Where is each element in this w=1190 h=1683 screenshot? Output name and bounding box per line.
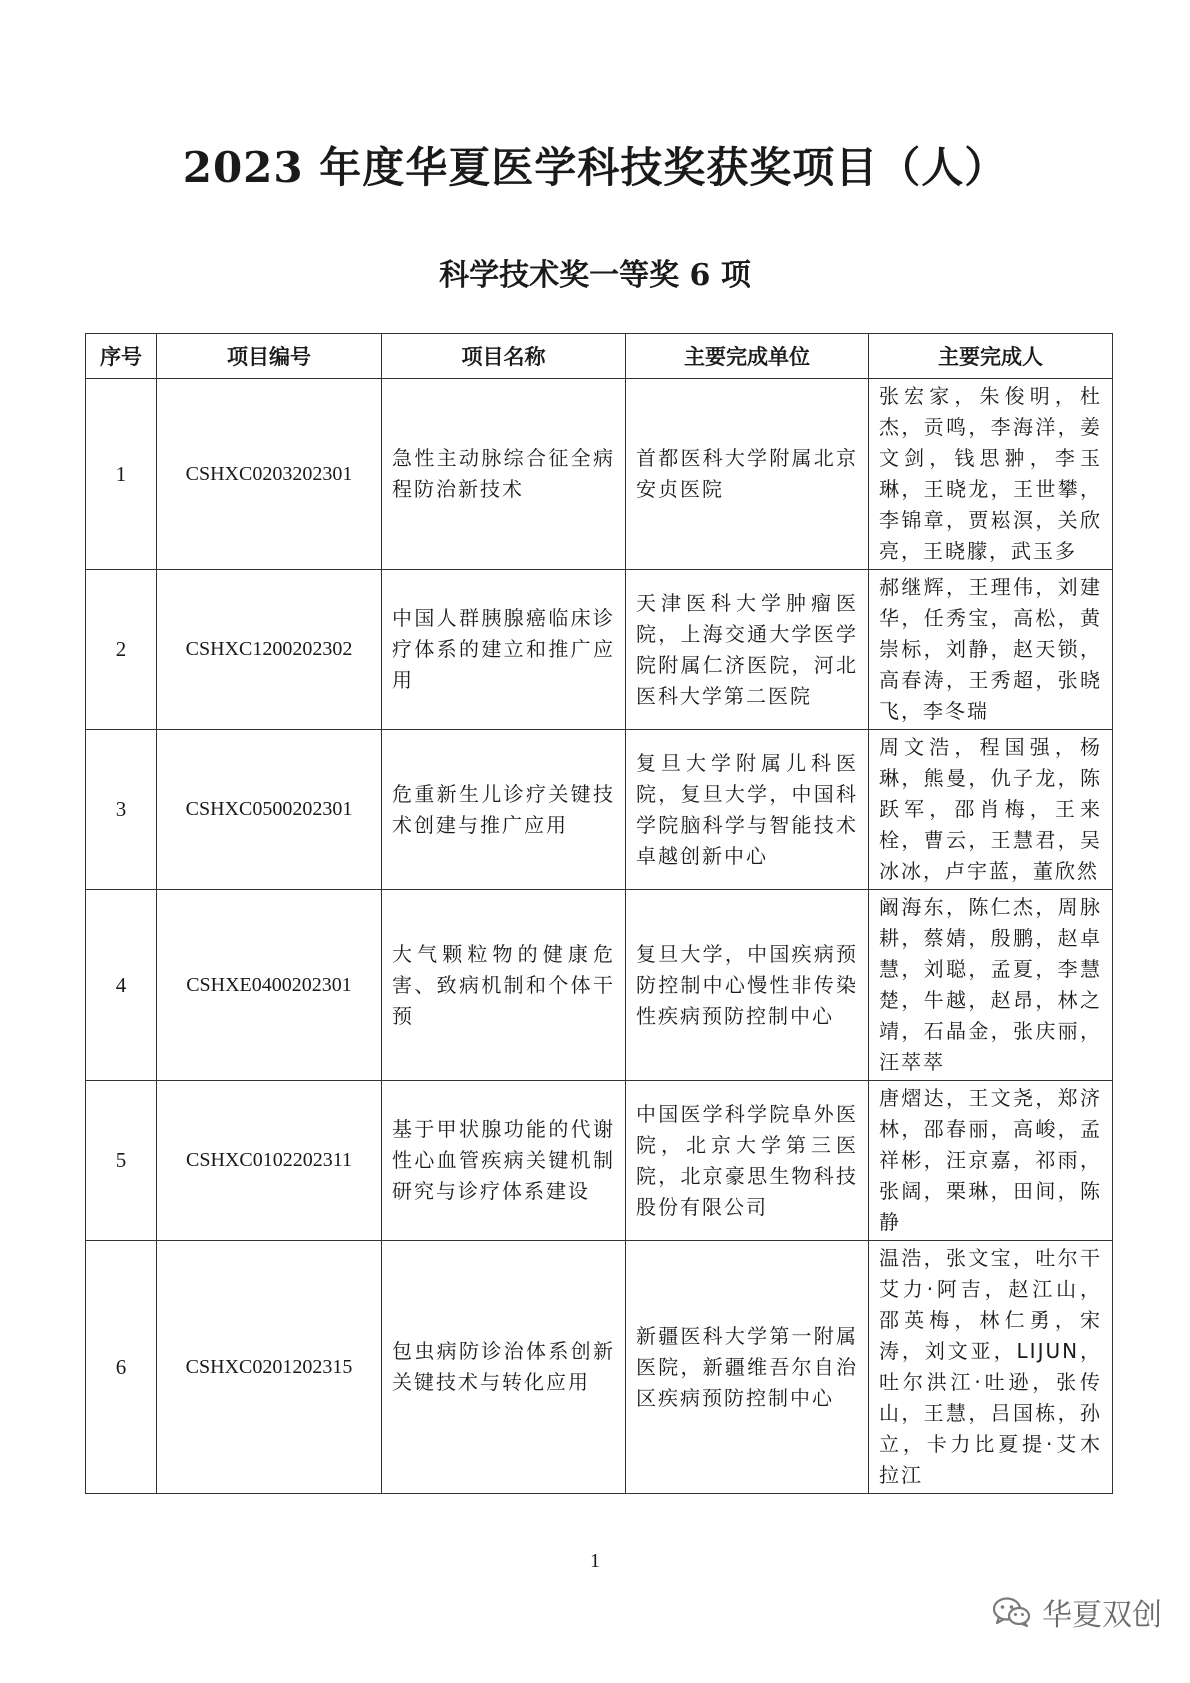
document-title: 2023 年度华夏医学科技奖获奖项目（人） bbox=[182, 143, 1008, 192]
page-number: 1 bbox=[590, 1550, 600, 1572]
row-units: 天津医科大学肿瘤医院，上海交通大学医学院附属仁济医院，河北医科大学第二医院 bbox=[626, 570, 869, 730]
row-units: 复旦大学，中国疾病预防控制中心慢性非传染性疾病预防控制中心 bbox=[626, 890, 869, 1081]
table-header-row bbox=[86, 334, 1113, 379]
row-index: 4 bbox=[86, 890, 157, 1081]
row-people: 张宏家，朱俊明，杜杰，贡鸣，李海洋，姜文剑，钱思翀，李玉琳，王晓龙，王世攀，李锦章，贾崧溟，关欣亮，王晓朦，武玉多 bbox=[869, 379, 1113, 570]
row-people: 周文浩，程国强，杨琳，熊曼，仇子龙，陈跃军，邵肖梅，王来栓，曹云，王慧君，吴冰冰，卢宇蓝，董欣然 bbox=[869, 730, 1113, 890]
header-index: 序号 bbox=[86, 334, 157, 379]
row-units: 首都医科大学附属北京安贞医院 bbox=[626, 379, 869, 570]
awards-table bbox=[85, 333, 1113, 1494]
row-name: 基于甲状腺功能的代谢性心血管疾病关键机制研究与诊疗体系建设 bbox=[382, 1081, 626, 1241]
wechat-icon bbox=[992, 1595, 1032, 1629]
table-row bbox=[86, 1081, 1113, 1241]
row-units: 复旦大学附属儿科医院，复旦大学，中国科学院脑科学与智能技术卓越创新中心 bbox=[626, 730, 869, 890]
table-row bbox=[86, 730, 1113, 890]
row-people: 郝继辉，王理伟，刘建华，任秀宝，高松，黄崇标，刘静，赵天锁，高春涛，王秀超，张晓飞，李冬瑞 bbox=[869, 570, 1113, 730]
table-row bbox=[86, 570, 1113, 730]
row-name: 包虫病防诊治体系创新关键技术与转化应用 bbox=[382, 1241, 626, 1494]
row-code: CSHXC0203202301 bbox=[157, 379, 382, 570]
row-name: 危重新生儿诊疗关键技术创建与推广应用 bbox=[382, 730, 626, 890]
header-units: 主要完成单位 bbox=[626, 334, 869, 379]
row-index: 2 bbox=[86, 570, 157, 730]
row-code: CSHXC1200202302 bbox=[157, 570, 382, 730]
row-units: 新疆医科大学第一附属医院，新疆维吾尔自治区疾病预防控制中心 bbox=[626, 1241, 869, 1494]
row-people: 唐熠达，王文尧，郑济林，邵春丽，高峻，孟祥彬，汪京嘉，祁雨，张阔，栗琳，田间，陈静 bbox=[869, 1081, 1113, 1241]
row-name: 大气颗粒物的健康危害、致病机制和个体干预 bbox=[382, 890, 626, 1081]
row-code: CSHXC0500202301 bbox=[157, 730, 382, 890]
row-name: 中国人群胰腺癌临床诊疗体系的建立和推广应用 bbox=[382, 570, 626, 730]
watermark bbox=[992, 1590, 1162, 1634]
section-title: 科学技术奖一等奖 6 项 bbox=[439, 258, 751, 293]
row-units: 中国医学科学院阜外医院，北京大学第三医院，北京豪思生物科技股份有限公司 bbox=[626, 1081, 869, 1241]
row-index: 1 bbox=[86, 379, 157, 570]
row-index: 5 bbox=[86, 1081, 157, 1241]
table-row bbox=[86, 379, 1113, 570]
header-code: 项目编号 bbox=[157, 334, 382, 379]
watermark-text: 华夏双创 bbox=[1042, 1598, 1162, 1633]
row-index: 3 bbox=[86, 730, 157, 890]
row-code: CSHXC0201202315 bbox=[157, 1241, 382, 1494]
row-code: CSHXC0102202311 bbox=[157, 1081, 382, 1241]
header-people: 主要完成人 bbox=[869, 334, 1113, 379]
row-index: 6 bbox=[86, 1241, 157, 1494]
row-name: 急性主动脉综合征全病程防治新技术 bbox=[382, 379, 626, 570]
row-code: CSHXE0400202301 bbox=[157, 890, 382, 1081]
row-people: 阚海东，陈仁杰，周脉耕，蔡婧，殷鹏，赵卓慧，刘聪，孟夏，李慧楚，牛越，赵昂，林之靖，石晶金，张庆丽，汪萃萃 bbox=[869, 890, 1113, 1081]
table-row bbox=[86, 890, 1113, 1081]
row-people: 温浩，张文宝，吐尔干艾力·阿吉，赵江山，邵英梅，林仁勇，宋涛，刘文亚，LIJUN，吐尔洪江·吐逊，张传山，王慧，吕国栋，孙立，卡力比夏提·艾木拉江 bbox=[869, 1241, 1113, 1494]
header-name: 项目名称 bbox=[382, 334, 626, 379]
table-row bbox=[86, 1241, 1113, 1494]
